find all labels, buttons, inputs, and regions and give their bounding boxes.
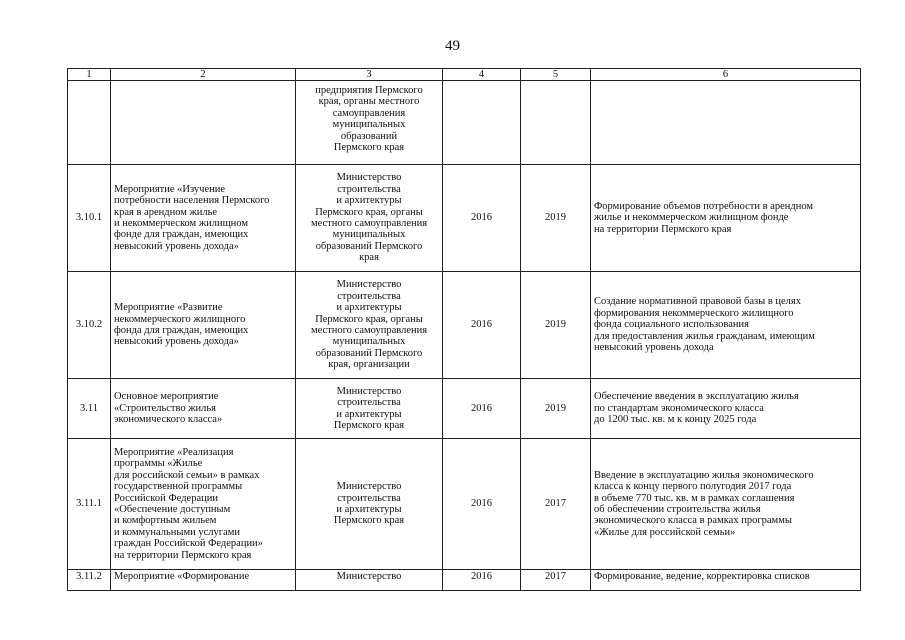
expected-result-cell: Создание нормативной правовой базы в целях формирования некоммерческого жилищного фонда социального использования для предоставления жилья гражданам, имеющим невысокий уровень дохода bbox=[591, 272, 861, 379]
table-row bbox=[68, 165, 861, 272]
measure-code-cell bbox=[68, 81, 111, 165]
expected-result-cell: Формирование, ведение, корректировка списков bbox=[591, 570, 861, 591]
executor-cell: Министерство строительства и архитектуры Пермского края bbox=[296, 379, 443, 439]
expected-result-cell: Формирование объемов потребности в арендном жилье и некоммерческом жилищном фонде на территории Пермского края bbox=[591, 165, 861, 272]
measure-code-cell: 3.11.2 bbox=[68, 570, 111, 591]
expected-result-cell bbox=[591, 81, 861, 165]
end-year-cell: 2019 bbox=[521, 165, 591, 272]
measure-name-cell: Мероприятие «Реализация программы «Жилье для российской семьи» в рамках государственной программы Российской Федерации «Обеспечение доступным и комфортным жильем и коммунальными услугами граждан Российской Федерации» на территории Пермского края bbox=[111, 439, 296, 570]
measure-name-cell: Основное мероприятие «Строительство жилья экономического класса» bbox=[111, 379, 296, 439]
table-row bbox=[68, 379, 861, 439]
executor-cell: Министерство строительства и архитектуры Пермского края, органы местного самоуправления муниципальных образований Пермского края, организации bbox=[296, 272, 443, 379]
column-header: 3 bbox=[296, 69, 443, 81]
expected-result-cell: Обеспечение введения в эксплуатацию жилья по стандартам экономического класса до 1200 тыс. кв. м к концу 2025 года bbox=[591, 379, 861, 439]
measure-code-cell: 3.10.1 bbox=[68, 165, 111, 272]
expected-result-cell: Введение в эксплуатацию жилья экономического класса к концу первого полугодия 2017 года в объеме 770 тыс. кв. м в рамках соглашения об обеспечении строительства жилья экономического класса в рамках программы «Жилье для российской семьи» bbox=[591, 439, 861, 570]
column-header: 4 bbox=[443, 69, 521, 81]
start-year-cell: 2016 bbox=[443, 272, 521, 379]
end-year-cell: 2017 bbox=[521, 570, 591, 591]
executor-cell: Министерство bbox=[296, 570, 443, 591]
end-year-cell: 2019 bbox=[521, 272, 591, 379]
start-year-cell: 2016 bbox=[443, 379, 521, 439]
column-header: 5 bbox=[521, 69, 591, 81]
column-header: 2 bbox=[111, 69, 296, 81]
start-year-cell: 2016 bbox=[443, 439, 521, 570]
executor-cell: Министерство строительства и архитектуры Пермского края bbox=[296, 439, 443, 570]
start-year-cell: 2016 bbox=[443, 165, 521, 272]
measure-code-cell: 3.11.1 bbox=[68, 439, 111, 570]
start-year-cell bbox=[443, 81, 521, 165]
measure-code-cell: 3.10.2 bbox=[68, 272, 111, 379]
measure-name-cell: Мероприятие «Изучение потребности населения Пермского края в арендном жилье и некоммерческом жилищном фонде для граждан, имеющих невысокий уровень дохода» bbox=[111, 165, 296, 272]
measure-name-cell: Мероприятие «Развитие некоммерческого жилищного фонда для граждан, имеющих невысокий уровень дохода» bbox=[111, 272, 296, 379]
end-year-cell bbox=[521, 81, 591, 165]
executor-cell: предприятия Пермского края, органы местного самоуправления муниципальных образований Пермского края bbox=[296, 81, 443, 165]
table-row bbox=[68, 439, 861, 570]
column-header: 1 bbox=[68, 69, 111, 81]
executor-cell: Министерство строительства и архитектуры Пермского края, органы местного самоуправления муниципальных образований Пермского края bbox=[296, 165, 443, 272]
page-number: 49 bbox=[445, 38, 460, 54]
column-number-row bbox=[68, 69, 861, 81]
end-year-cell: 2019 bbox=[521, 379, 591, 439]
table-row bbox=[68, 81, 861, 165]
end-year-cell: 2017 bbox=[521, 439, 591, 570]
measures-table bbox=[67, 68, 861, 591]
table-row bbox=[68, 570, 861, 591]
table-row bbox=[68, 272, 861, 379]
column-header: 6 bbox=[591, 69, 861, 81]
measure-name-cell: Мероприятие «Формирование bbox=[111, 570, 296, 591]
measure-name-cell bbox=[111, 81, 296, 165]
measure-code-cell: 3.11 bbox=[68, 379, 111, 439]
start-year-cell: 2016 bbox=[443, 570, 521, 591]
